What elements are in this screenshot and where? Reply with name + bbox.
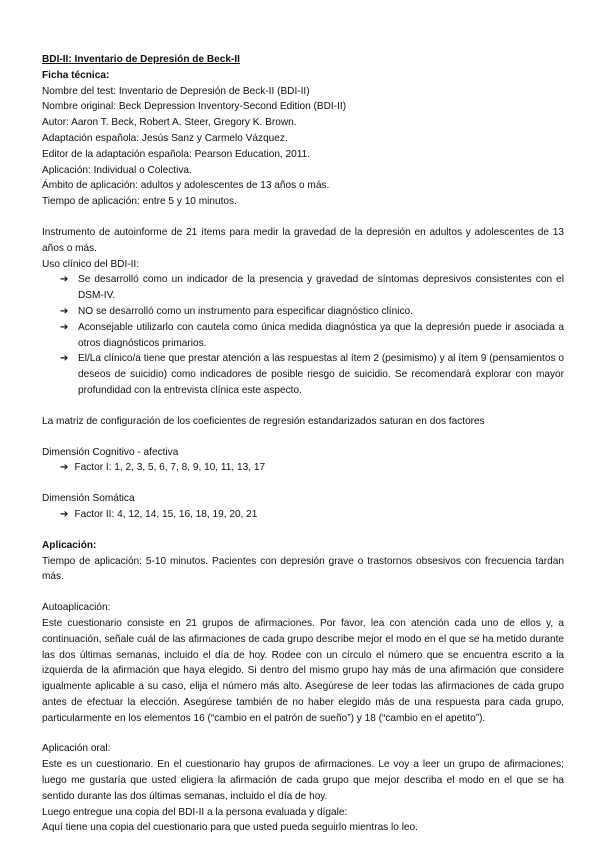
ficha-line: Nombre del test: Inventario de Depresión de Beck-II (BDI-II)	[42, 85, 310, 97]
document-page	[42, 52, 564, 836]
ficha-line: Editor de la adaptación española: Pearson Education, 2011.	[42, 148, 311, 160]
ficha-line: Ámbito de aplicación: adultos y adolescentes de 13 años o más.	[42, 180, 330, 192]
ficha-line: Aplicación: Individual o Colectiva.	[42, 164, 192, 176]
ficha-line: Nombre original: Beck Depression Inventory-Second Edition (BDI-II)	[42, 101, 347, 113]
ficha-line: Adaptación española: Jesús Sanz y Carmelo Vázquez.	[42, 132, 288, 144]
list-item: ➔ Se desarrolló como un indicador de la presencia y gravedad de síntomas depresivos consistentes con el DSM-IV.	[60, 274, 564, 302]
autoaplicacion-heading: Autoaplicación:	[42, 602, 111, 614]
matriz-paragraph: La matriz de configuración de los coeficientes de regresión estandarizados saturan en dos factores	[42, 415, 485, 427]
arrow-right-icon: ➔	[60, 508, 69, 520]
list-item: ➔ NO se desarrolló como un instrumento para especificar diagnóstico clínico.	[60, 304, 564, 320]
arrow-right-icon: ➔	[60, 274, 69, 286]
dimension-somatica-heading: Dimensión Somática	[42, 493, 135, 505]
factor-2: ➔ Factor II: 4, 12, 14, 15, 16, 18, 19, 20, 21	[60, 508, 258, 520]
aplicacion-paragraph: Tiempo de aplicación: 5-10 minutos. Pacientes con depresión grave o trastornos obsesivos con frecuencia tardan más.	[42, 555, 564, 583]
arrow-right-icon: ➔	[60, 321, 69, 333]
ficha-heading: Ficha técnica:	[42, 69, 110, 81]
list-item: ➔ Aconsejable utilizarlo con cautela como única medida diagnóstica ya que la depresión puede ir asociada a otros diagnósticos primarios.	[60, 321, 564, 349]
arrow-right-icon: ➔	[60, 462, 69, 474]
ficha-line: Autor: Aaron T. Beck, Robert A. Steer, Gregory K. Brown.	[42, 117, 297, 129]
aplicacion-oral-heading: Aplicación oral:	[42, 743, 111, 755]
aplicacion-oral-line: Luego entregue una copia del BDI-II a la persona evaluada y dígale:	[42, 806, 348, 818]
uso-list	[42, 272, 564, 398]
ficha-line: Tiempo de aplicación: entre 5 y 10 minutos.	[42, 196, 237, 208]
aplicacion-oral-line: Aquí tiene una copia del cuestionario para que usted pueda seguirlo mientras lo leo.	[42, 822, 418, 834]
arrow-right-icon: ➔	[60, 305, 69, 317]
dimension-cognitivo-heading: Dimensión Cognitivo - afectiva	[42, 446, 179, 458]
arrow-right-icon: ➔	[60, 353, 69, 365]
list-item: ➔ El/La clínico/a tiene que prestar atención a las respuestas al ítem 2 (pesimismo) y al ítem 9 (pensamientos o deseos de suicidio) como indicadores de posible riesgo de suicidio. Se recomendará explorar con mayor profundidad con la entrevista clínica este aspecto.	[60, 353, 564, 396]
uso-heading: Uso clínico del BDI-II:	[42, 258, 140, 270]
factor-1: ➔ Factor I: 1, 2, 3, 5, 6, 7, 8, 9, 10, 11, 13, 17	[60, 462, 266, 474]
intro-paragraph: Instrumento de autoinforme de 21 ítems para medir la gravedad de la depresión en adultos y adolescentes de 13 años o más.	[42, 226, 564, 254]
autoaplicacion-paragraph: Este cuestionario consiste en 21 grupos de afirmaciones. Por favor, lea con atención cada uno de ellos y, a continuación, señale cuál de las afirmaciones de cada grupo describe mejor el modo en el que se ha metido durante las dos últimas semanas, incluido el día de hoy. Rodee con un círculo el número que se encuentra escrito a la izquierda de la afirmación que haya elegido. Si dentro del mismo grupo hay más de una afirmación que considere igualmente aplicable a su caso, elija el número más alto. Asegúrese de leer todas las afirmaciones de cada grupo antes de efectuar la elección. Asegúrese también de no haber elegido más de una respuesta para cada grupo, particularmente en los elementos 16 (“cambio en el patrón de sueño”) y 18 (“cambio en el apetito”).	[42, 617, 564, 724]
aplicacion-oral-paragraph: Este es un cuestionario. En el cuestionario hay grupos de afirmaciones. Le voy a leer un grupo de afirmaciones; luego me gustaría que usted eligiera la afirmación de cada grupo que mejor describa el modo en el que se ha sentido durante las dos últimas semanas, incluido el día de hoy.	[42, 759, 564, 802]
aplicacion-heading: Aplicación:	[42, 539, 97, 551]
document-title: BDI-II: Inventario de Depresión de Beck-II	[42, 54, 240, 65]
